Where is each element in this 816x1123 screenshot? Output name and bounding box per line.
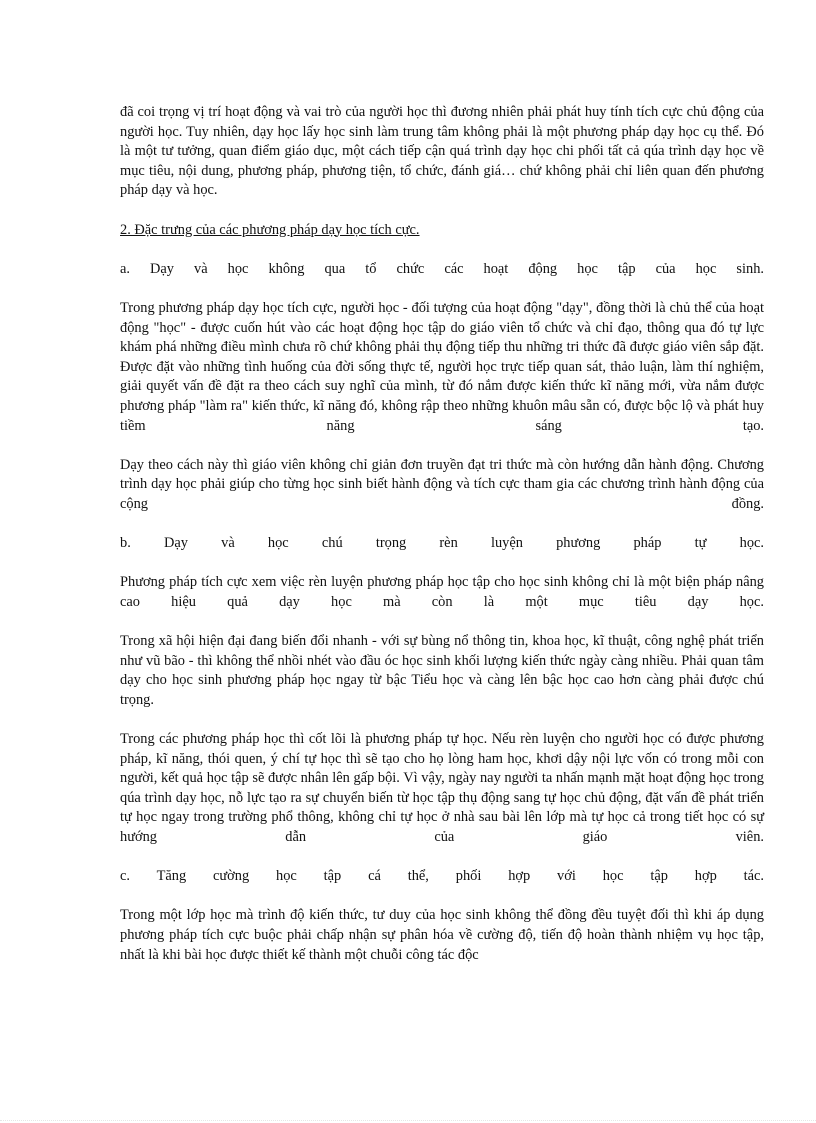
subheading-a: a. Dạy và học không qua tổ chức các hoạt động học tập của học sinh.	[120, 260, 764, 277]
paragraph-b-2: Trong xã hội hiện đại đang biến đổi nhanh - với sự bùng nổ thông tin, khoa học, kĩ thuật, công nghệ phát triển như vũ bão - thì không thể nhồi nhét vào đầu óc học sinh khối lượng kiến thức ngày càng nhiều. Phải quan tâm dạy cho học sinh phương pháp học ngay từ bậc Tiểu học và càng lên bậc học cao hơn càng phải được chú trọng.	[120, 633, 764, 708]
paragraph-b-3: Trong các phương pháp học thì cốt lõi là phương pháp tự học. Nếu rèn luyện cho người học có được phương pháp, kĩ năng, thói quen, ý chí tự học thì sẽ tạo cho họ lòng ham học, khơi dậy nội lực vốn có trong mỗi con người, kết quả học tập sẽ được nhân lên gấp bội. Vì vậy, ngày nay người ta nhấn mạnh mặt hoạt động học trong qúa trình dạy học, nỗ lực tạo ra sự chuyển biến từ học tập thụ động sang tự học chủ động, đặt vấn đề phát triển tự học ngay trong trường phổ thông, không chỉ tự học ở nhà sau bài lên lớp mà tự học cả trong tiết học có sự hướng dẫn của giáo viên.	[120, 731, 764, 845]
section-heading-2: 2. Đặc trưng của các phương pháp dạy học tích cực.	[120, 221, 420, 238]
paragraph-c-1: Trong một lớp học mà trình độ kiến thức, tư duy của học sinh không thể đồng đều tuyệt đối thì khi áp dụng phương pháp tích cực buộc phải chấp nhận sự phân hóa về cường độ, tiến độ hoàn thành nhiệm vụ học tập, nhất là khi bài học được thiết kế thành một chuỗi công tác độc	[120, 907, 764, 963]
paragraph-a-2: Dạy theo cách này thì giáo viên không chỉ giản đơn truyền đạt tri thức mà còn hướng dẫn hành động. Chương trình dạy học phải giúp cho từng học sinh biết hành động và tích cực tham gia các chương trình hành động của cộng đồng.	[120, 456, 764, 512]
subheading-c: c. Tăng cường học tập cá thể, phối hợp với học tập hợp tác.	[120, 868, 764, 885]
paragraph-b-1: Phương pháp tích cực xem việc rèn luyện phương pháp học tập cho học sinh không chỉ là một biện pháp nâng cao hiệu quả dạy học mà còn là một mục tiêu dạy học.	[120, 574, 764, 610]
document-page	[120, 103, 764, 985]
paragraph-a-1: Trong phương pháp dạy học tích cực, người học - đối tượng của hoạt động "dạy", đồng thời là chủ thể của hoạt động "học" - được cuốn hút vào các hoạt động học tập do giáo viên tổ chức và chỉ đạo, thông qua đó tự lực khám phá những điều mình chưa rõ chứ không phải thụ động tiếp thu những tri thức đã được giáo viên sắp đặt. Được đặt vào những tình huống của đời sống thực tế, người học trực tiếp quan sát, thảo luận, làm thí nghiệm, giải quyết vấn đề đặt ra theo cách suy nghĩ của mình, từ đó nắm được kiến thức kĩ năng mới, vừa nắm được phương pháp "làm ra" kiến thức, kĩ năng đó, không rập theo những khuôn mâu sẵn có, được bộc lộ và phát huy tiềm năng sáng tạo.	[120, 299, 764, 434]
page-bottom-border	[0, 1120, 816, 1121]
paragraph-intro: đã coi trọng vị trí hoạt động và vai trò của người học thì đương nhiên phải phát huy tính tích cực chủ động của người học. Tuy nhiên, dạy học lấy học sinh làm trung tâm không phải là một phương pháp dạy học cụ thể. Đó là một tư tưởng, quan điểm giáo dục, một cách tiếp cận quá trình dạy học chi phối tất cả qúa trình dạy học về mục tiêu, nội dung, phương pháp, phương tiện, tổ chức, đánh giá… chứ không phải chỉ liên quan đến phương pháp dạy và học.	[120, 104, 764, 199]
subheading-b: b. Dạy và học chú trọng rèn luyện phương pháp tự học.	[120, 535, 764, 552]
